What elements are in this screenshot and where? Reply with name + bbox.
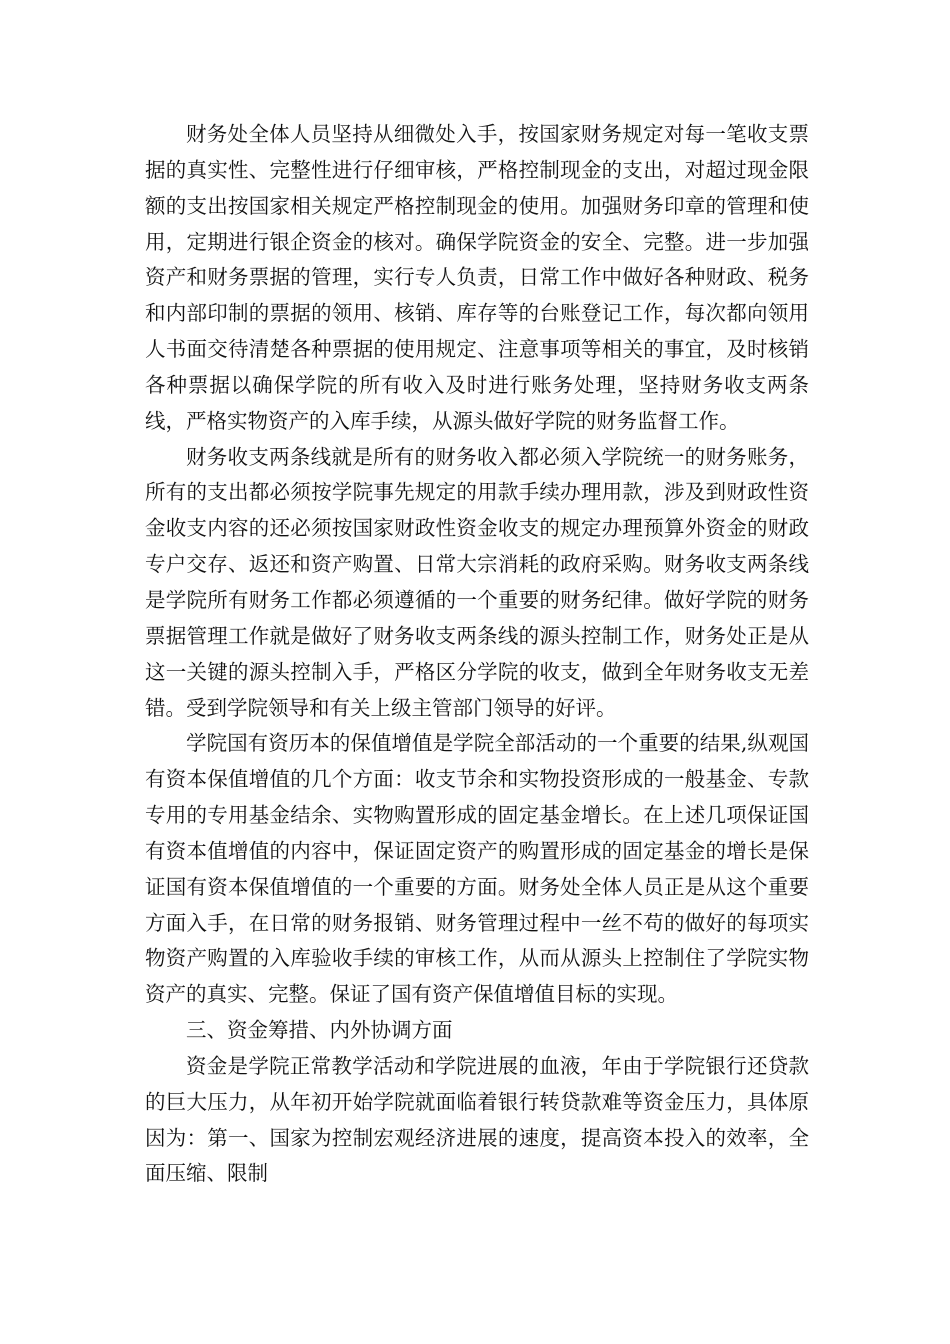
paragraph-funding: 资金是学院正常教学活动和学院进展的血液，年由于学院银行还贷款的巨大压力，从年初开始学院就面临着银行转贷款难等资金压力，具体原因为：第一、国家为控制宏观经济进展的速度，提高资本投入的效率，全面压缩、限制	[145, 1053, 809, 1186]
document-page	[145, 117, 809, 1192]
paragraph-state-assets: 学院国有资历本的保值增值是学院全部活动的一个重要的结果,纵观国有资本保值增值的几个方面：收支节余和实物投资形成的一般基金、专款专用的专用基金结余、实物购置形成的固定基金增长。在上述几项保证国有资本值增值的内容中，保证固定资产的购置形成的固定基金的增长是保证国有资本保值增值的一个重要的方面。财务处全体人员正是从这个重要方面入手，在日常的财务报销、财务管理过程中一丝不苟的做好的每项实物资产购置的入库验收手续的审核工作，从而从源头上控制住了学院实物资产的真实、完整。保证了国有资产保值增值目标的实现。	[145, 731, 809, 1007]
section-heading: 三、资金筹措、内外协调方面	[186, 1018, 453, 1043]
paragraph-finance-control: 财务处全体人员坚持从细微处入手，按国家财务规定对每一笔收支票据的真实性、完整性进行仔细审核，严格控制现金的支出，对超过现金限额的支出按国家相关规定严格控制现金的使用。加强财务印章的管理和使用，定期进行银企资金的核对。确保学院资金的安全、完整。进一步加强资产和财务票据的管理，实行专人负责，日常工作中做好各种财政、税务和内部印制的票据的领用、核销、库存等的台账登记工作，每次都向领用人书面交待清楚各种票据的使用规定、注意事项等相关的事宜，及时核销各种票据以确保学院的所有收入及时进行账务处理，坚持财务收支两条线，严格实物资产的入库手续，从源头做好学院的财务监督工作。	[145, 122, 809, 433]
paragraph-two-lines: 财务收支两条线就是所有的财务收入都必须入学院统一的财务账务，所有的支出都必须按学院事先规定的用款手续办理用款，涉及到财政性资金收支内容的还必须按国家财政性资金收支的规定办理预算外资金的财政专户交存、返还和资产购置、日常大宗消耗的政府采购。财务收支两条线是学院所有财务工作都必须遵循的一个重要的财务纪律。做好学院的财务票据管理工作就是做好了财务收支两条线的源头控制工作，财务处正是从这一关键的源头控制入手，严格区分学院的收支，做到全年财务收支无差错。受到学院领导和有关上级主管部门领导的好评。	[145, 444, 809, 720]
